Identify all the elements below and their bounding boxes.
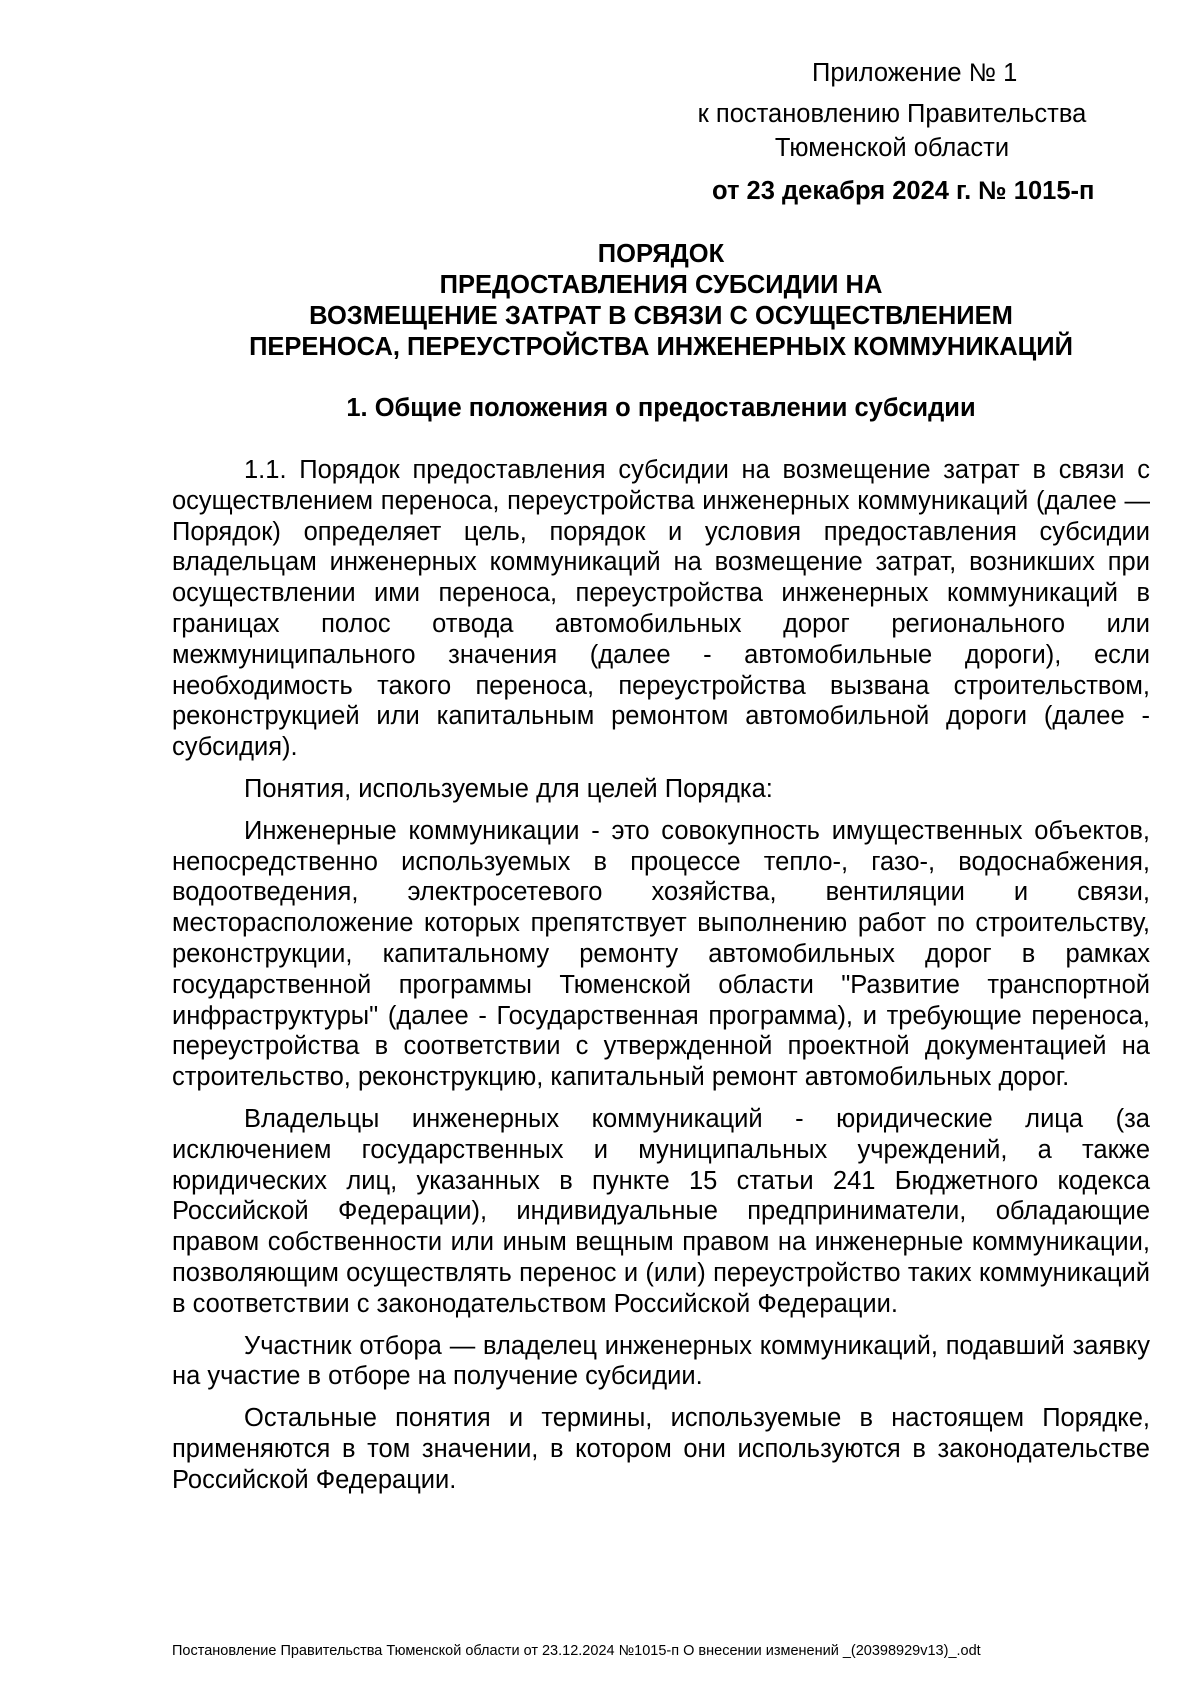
resolution-date: от 23 декабря 2024 г. № 1015-п <box>712 177 1095 205</box>
paragraph-other-terms: Остальные понятия и термины, используемые в настоящем Порядке, применяются в том значении, в котором они используются в законодательстве Российской Федерации. <box>172 1404 1150 1494</box>
paragraph-engineering-communications: Инженерные коммуникации - это совокупность имущественных объектов, непосредственно используемых в процессе тепло-, газо-, водоснабжения, водоотведения, электросетевого хозяйства, вентиляции и связи, месторасположение которых препятствует выполнению работ по строительству, реконструкции, капитальному ремонту автомобильных дорог в рамках государственной программы Тюменской области "Развитие транспортной инфраструктуры" (далее - Государственная программа), и требующие переноса, переустройства в соответствии с утвержденной проектной документацией на строительство, реконструкцию, капитальный ремонт автомобильных дорог. <box>172 816 1150 1092</box>
page-footer: Постановление Правительства Тюменской области от 23.12.2024 №1015-п О внесении изменений _(20398929v13)_.odt <box>172 1643 981 1659</box>
paragraph-concepts-intro: Понятия, используемые для целей Порядка: <box>244 774 773 803</box>
paragraph-owners: Владельцы инженерных коммуникаций - юридические лица (за исключением государственных и муниципальных учреждений, а также юридических лиц, указанных в пункте 15 статьи 241 Бюджетного кодекса Российской Федерации), индивидуальные предприниматели, обладающие правом собственности или иным вещным правом на инженерные коммуникации, позволяющим осуществлять перенос и (или) переустройство таких коммуникаций в соответствии с законодательством Российской Федерации. <box>172 1104 1150 1318</box>
section-heading: 1. Общие положения о предоставлении субсидии <box>346 394 976 422</box>
paragraph-1-1: 1.1. Порядок предоставления субсидии на возмещение затрат в связи с осуществлением переноса, переустройства инженерных коммуникаций (далее — Порядок) определяет цель, порядок и условия предоставления субсидии владельцам инженерных коммуникаций на возмещение затрат, возникших при осуществлении ими переноса, переустройства инженерных коммуникаций в границах полос отвода автомобильных дорог регионального или межмуниципального значения (далее - автомобильные дороги), если необходимость такого переноса, переустройства вызвана строительством, реконструкцией или капитальным ремонтом автомобильной дороги (далее - субсидия). <box>172 456 1150 762</box>
title-line-2: ПРЕДОСТАВЛЕНИЯ СУБСИДИИ НА <box>439 271 883 299</box>
resolution-reference: к постановлению Правительства Тюменской области <box>697 100 1087 162</box>
document-body <box>172 455 1150 1507</box>
title-line-3: ВОЗМЕЩЕНИЕ ЗАТРАТ В СВЯЗИ С ОСУЩЕСТВЛЕНИЕМ <box>309 302 1013 330</box>
appendix-number: Приложение № 1 <box>812 59 1018 87</box>
title-line-1: ПОРЯДОК <box>597 240 725 268</box>
paragraph-selection-participant: Участник отбора — владелец инженерных коммуникаций, подавший заявку на участие в отборе на получение субсидии. <box>172 1331 1150 1391</box>
title-line-4: ПЕРЕНОСА, ПЕРЕУСТРОЙСТВА ИНЖЕНЕРНЫХ КОММУНИКАЦИЙ <box>249 333 1073 361</box>
document-title <box>172 239 1150 363</box>
